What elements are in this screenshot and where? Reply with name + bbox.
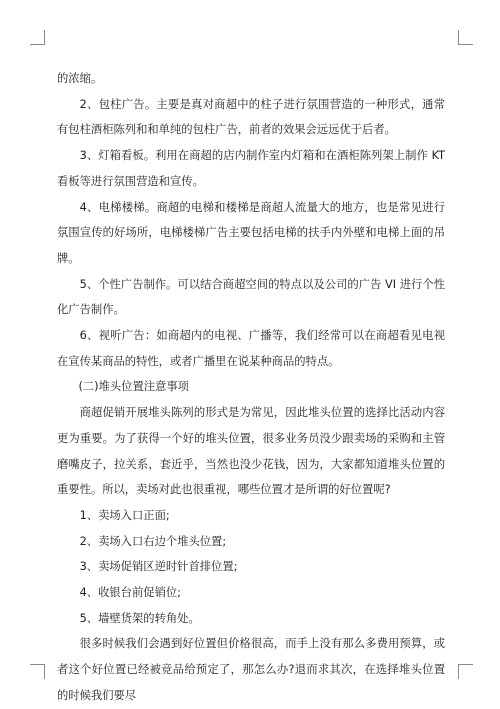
paragraph-lightbox-boards: 3、灯箱看板。利用在商超的店内制作室内灯箱和在酒柜陈列架上制作 KT 看板等进行氛围营造和宣传。 <box>57 149 445 188</box>
paragraph-audiovisual-ads: 6、视听广告：如商超内的电视、广播等，我们经常可以在商超看见电视在宣传某商品的特性，或者广播里在说某种商品的特点。 <box>57 329 445 368</box>
crop-mark-bottom-right <box>458 664 473 679</box>
paragraph-fallback-position: 很多时候我们会遇到好位置但价格很高，而手上没有那么多费用预算，或者这个好位置已经被竞品给预定了，那怎么办?退而求其次，在选择堆头位置的时候我们要尽 <box>57 637 445 702</box>
paragraph-pillar-ads: 2、包柱广告。主要是真对商超中的柱子进行氛围营造的一种形式，通常有包柱酒柜陈列和和单纯的包柱广告，前者的效果会远远优于后者。 <box>57 97 445 137</box>
list-item: 4、收银台前促销位; <box>79 586 181 600</box>
list-item: 3、卖场促销区逆时针首排位置; <box>79 560 238 574</box>
paragraph-elevator-stairs: 4、电梯楼梯。商超的电梯和楼梯是商超人流量大的地方，也是常见进行氛围宣传的好场所，电梯楼梯广告主要包括电梯的扶手内外壁和电梯上面的吊牌。 <box>57 200 445 265</box>
crop-mark-top-right <box>458 30 473 45</box>
list-item: 2、卖场入口右边个堆头位置; <box>79 534 227 548</box>
paragraph-custom-ads: 5、个性广告制作。可以结合商超空间的特点以及公司的广告 VI 进行个性化广告制作。 <box>57 277 445 317</box>
section-heading: (二)堆头位置注意事项 <box>78 380 189 394</box>
crop-mark-bottom-left <box>30 664 45 679</box>
paragraph-continuation: 的浓缩。 <box>57 72 103 85</box>
paragraph-display-position: 商超促销开展堆头陈列的形式是为常见，因此堆头位置的选择比活动内容更为重要。为了获得一个好的堆头位置，很多业务员没少跟卖场的采购和主管磨嘴皮子，拉关系，套近乎，当然也没少花钱，因为，大家都知道堆头位置的重要性。所以，卖场对此也很重视，哪些位置才是所谓的好位置呢? <box>57 406 445 497</box>
list-item: 5、墙壁货架的转角处。 <box>79 611 200 625</box>
list-item: 1、卖场入口正面; <box>79 508 170 522</box>
document-body <box>57 66 445 709</box>
crop-mark-top-left <box>30 30 45 45</box>
